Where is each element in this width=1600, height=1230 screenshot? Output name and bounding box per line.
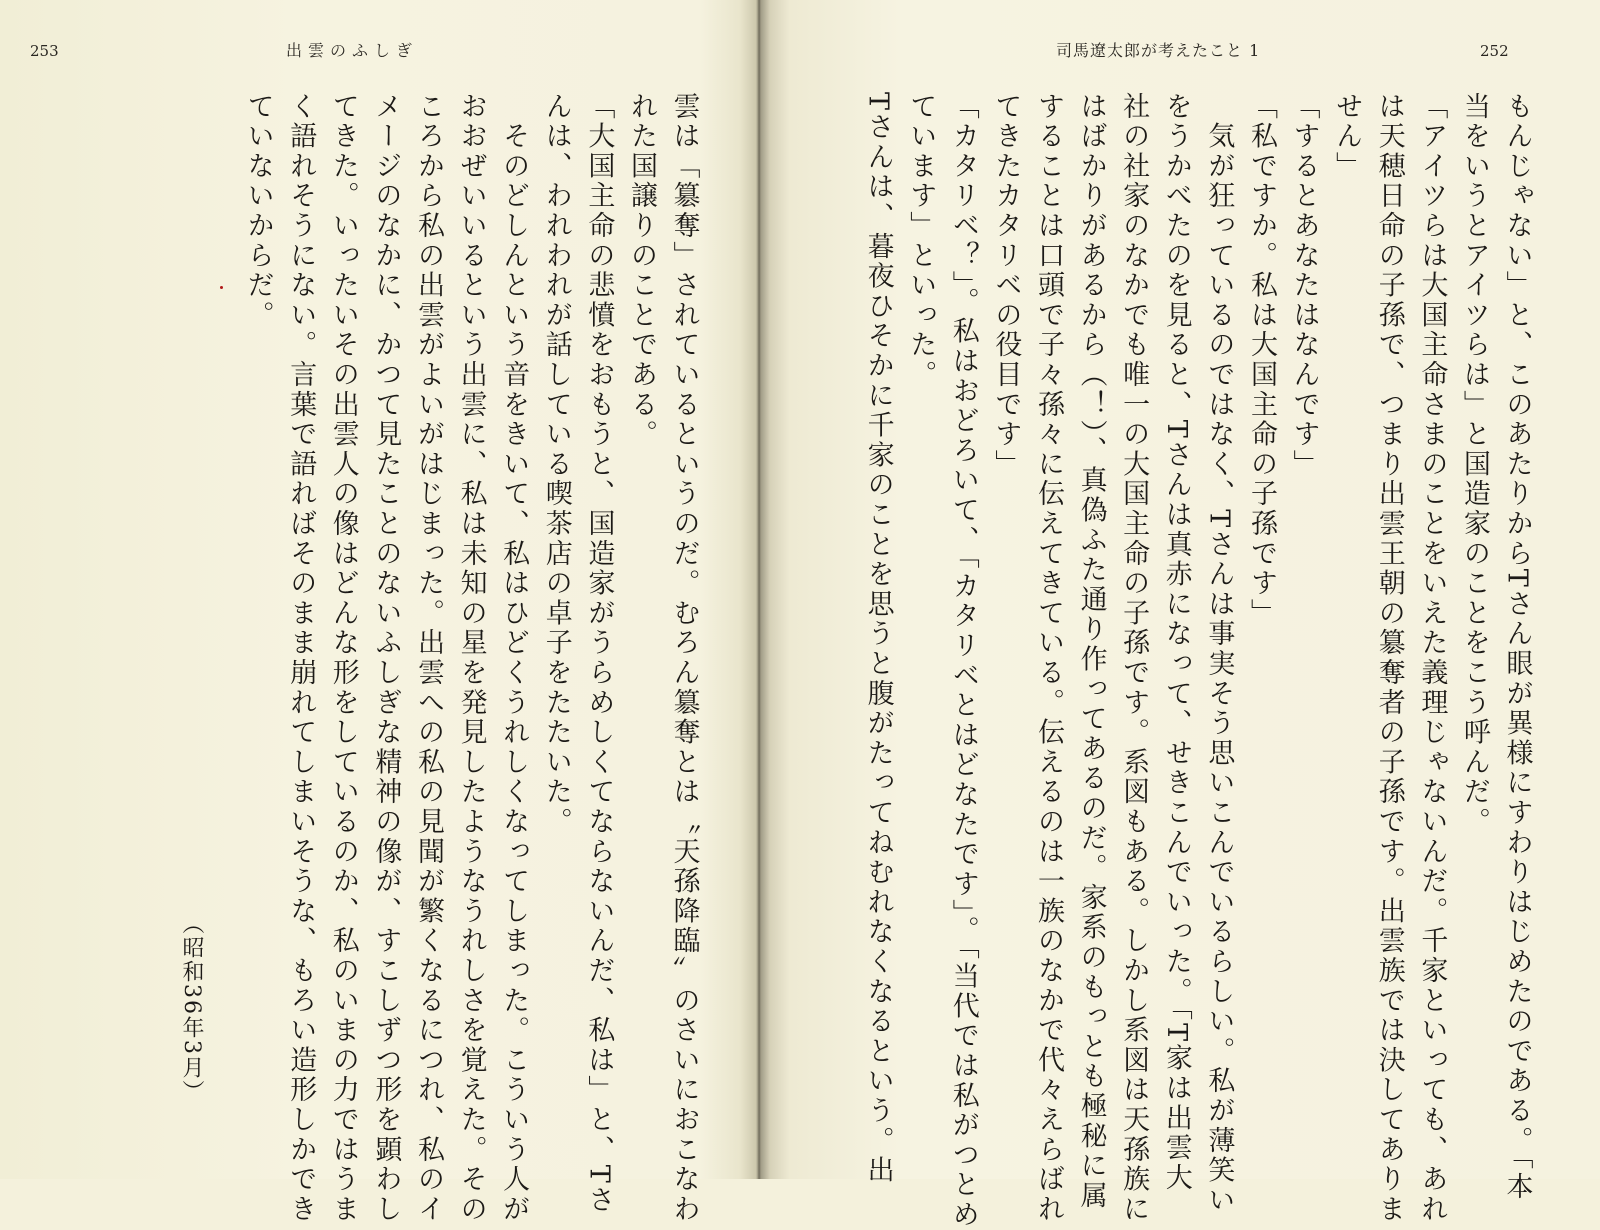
text-column: はばかりがあるから（！）、真偽ふた通り作ってあるのだ。家系のもっとも極秘に属: [1075, 92, 1107, 1211]
right-page: [760, 0, 1600, 1230]
text-column: せん」: [1331, 92, 1363, 182]
dateline: （昭和36年3月）: [179, 912, 204, 1104]
text-column: ていないからだ。: [242, 92, 274, 331]
text-column: 「大国主命の悲憤をおもうと、国造家がうらめしくてならないんだ、私は」と、Tさ: [583, 92, 615, 1216]
text-column: メージのなかに、かつて見たことのないふしぎな精神の像が、すこしずつ形を顕わし: [370, 92, 402, 1225]
text-column: てきたカタリベの役目です」: [990, 92, 1022, 480]
right-page-number: 252: [1480, 42, 1509, 60]
text-column: ころから私の出雲がよいがはじまった。出雲への私の見聞が繁くなるにつれ、私のイ: [412, 92, 444, 1225]
text-column: 社の社家のなかでも唯一の大国主命の子孫です。系図もある。しかし系図は天孫族に: [1118, 92, 1150, 1225]
text-column: そのどしんという音をきいて、私はひどくうれしくなってしまった。こういう人が: [498, 92, 530, 1225]
text-column: ています」といった。: [905, 92, 937, 390]
text-column: 「カタリベ？」。私はおどろいて、「カタリベとはどなたです」。「当代では私がつとめ: [947, 92, 979, 1230]
text-column: もんじゃない」と、このあたりからTさん眼が異様にすわりはじめたのである。「本: [1501, 92, 1533, 1202]
text-column: Tさんは、暮夜ひそかに千家のことを思うと腹がたってねむれなくなるという。出: [862, 92, 894, 1186]
left-running-title: 出雲のふしぎ: [286, 41, 419, 60]
text-column: んは、われわれが話している喫茶店の卓子をたたいた。: [540, 92, 572, 837]
text-column: をうかべたのを見ると、Tさんは真赤になって、せきこんでいった。「T家は出雲大: [1160, 92, 1192, 1193]
left-body-text: [236, 92, 705, 1225]
text-column: れた国譲りのことである。: [625, 92, 657, 450]
text-column: 「するとあなたはなんです」: [1288, 92, 1320, 480]
text-column: 「私ですか。私は大国主命の子孫です」: [1245, 92, 1277, 629]
right-body-text: [856, 92, 1538, 1230]
text-column: することは口頭で子々孫々に伝えてきている。伝えるのは一族のなかで代々えらばれ: [1032, 92, 1064, 1225]
left-page: [0, 0, 758, 1225]
right-running-title: 司馬遼太郎が考えたこと 1: [1056, 41, 1261, 60]
text-column: てきた。いったいその出雲人の像はどんな形をしているのか、私のいまの力ではうま: [327, 92, 359, 1225]
text-column: 気が狂っているのではなく、Tさんは事実そう思いこんでいるらしい。私が薄笑い: [1203, 92, 1235, 1216]
text-column: は天穂日命の子孫で、つまり出雲王朝の簒奪者の子孫です。出雲族では決してありま: [1373, 92, 1405, 1225]
text-column: おおぜいいるという出雲に、私は未知の星を発見したようなうれしさを覚えた。その: [455, 92, 487, 1225]
left-page-number: 253: [30, 42, 59, 60]
text-column: 「アイツらは大国主命さまのことをいえた義理じゃないんだ。千家といっても、あれ: [1416, 92, 1448, 1225]
ink-speck: [220, 286, 223, 289]
text-column: く語れそうにない。言葉で語ればそのまま崩れてしまいそうな、もろい造形しかでき: [285, 92, 317, 1225]
text-column: 雲は「簒奪」されているというのだ。むろん簒奪とは〝天孫降臨〟のさいにおこなわ: [668, 92, 700, 1225]
text-column: 当をいうとアイツらは」と国造家のことをこう呼んだ。: [1458, 92, 1490, 837]
